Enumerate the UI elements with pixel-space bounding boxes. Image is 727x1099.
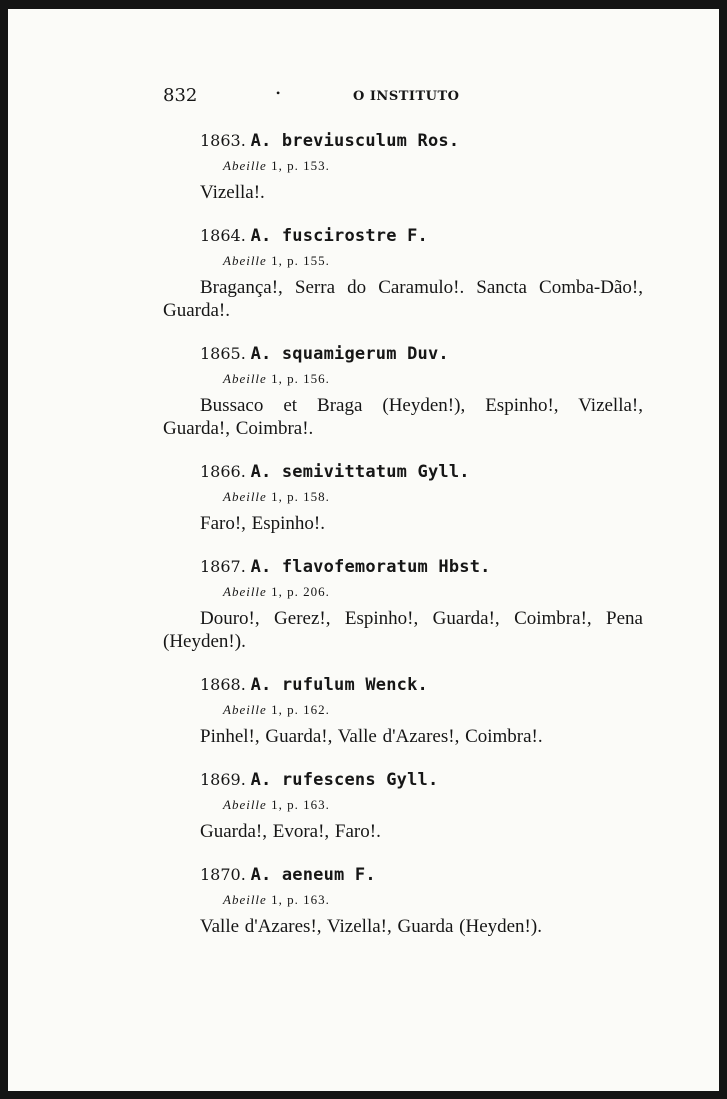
entry-number: 1863. — [200, 131, 246, 150]
reference-detail: 1, p. 158. — [271, 489, 330, 504]
reference-source: Abeille — [223, 158, 267, 173]
reference — [163, 581, 643, 603]
reference — [163, 889, 643, 911]
species-entry — [163, 766, 643, 843]
species-entry — [163, 458, 643, 535]
localities: Douro!, Gerez!, Espinho!, Guarda!, Coimbra!, Pena (Heyden!). — [163, 608, 643, 652]
species-name: A. squamigerum Duv. — [250, 344, 449, 364]
reference-source: Abeille — [223, 797, 267, 812]
reference-detail: 1, p. 162. — [271, 702, 330, 717]
book-page — [8, 9, 719, 1091]
entry-number: 1864. — [200, 226, 246, 245]
header-dot: • — [276, 86, 281, 100]
reference-source: Abeille — [223, 702, 267, 717]
localities: Vizella!. — [200, 182, 265, 203]
species-name: A. rufulum Wenck. — [250, 675, 428, 695]
localities: Guarda!, Evora!, Faro!. — [200, 821, 381, 842]
entry-heading — [163, 127, 643, 155]
reference-source: Abeille — [223, 371, 267, 386]
entry-number: 1868. — [200, 675, 246, 694]
entry-heading — [163, 222, 643, 250]
species-name: A. flavofemoratum Hbst. — [250, 557, 491, 577]
entry-heading — [163, 861, 643, 889]
reference — [163, 250, 643, 272]
entry-heading — [163, 671, 643, 699]
species-name: A. rufescens Gyll. — [250, 770, 439, 790]
species-entry — [163, 671, 643, 748]
reference-source: Abeille — [223, 892, 267, 907]
species-name: A. aeneum F. — [250, 865, 376, 885]
entry-number: 1870. — [200, 865, 246, 884]
entry-number: 1869. — [200, 770, 246, 789]
reference — [163, 368, 643, 390]
localities: Faro!, Espinho!. — [200, 513, 326, 534]
running-title: O INSTITUTO — [353, 89, 460, 104]
species-entry — [163, 553, 643, 653]
reference-source: Abeille — [223, 253, 267, 268]
species-list — [163, 127, 643, 956]
reference — [163, 699, 643, 721]
localities: Bussaco et Braga (Heyden!), Espinho!, Vizella!, Guarda!, Coimbra!. — [163, 395, 643, 439]
localities: Pinhel!, Guarda!, Valle d'Azares!, Coimbra!. — [200, 726, 543, 747]
reference-detail: 1, p. 163. — [271, 797, 330, 812]
reference — [163, 486, 643, 508]
entry-number: 1865. — [200, 344, 246, 363]
reference-detail: 1, p. 206. — [271, 584, 330, 599]
reference — [163, 155, 643, 177]
entry-heading — [163, 553, 643, 581]
species-entry — [163, 340, 643, 440]
entry-number: 1867. — [200, 557, 246, 576]
reference-detail: 1, p. 156. — [271, 371, 330, 386]
species-entry — [163, 222, 643, 322]
reference — [163, 794, 643, 816]
reference-source: Abeille — [223, 584, 267, 599]
species-entry — [163, 127, 643, 204]
reference-detail: 1, p. 153. — [271, 158, 330, 173]
species-name: A. breviusculum Ros. — [250, 131, 460, 151]
entry-heading — [163, 766, 643, 794]
localities: Bragança!, Serra do Caramulo!. Sancta Comba-Dão!, Guarda!. — [163, 277, 643, 321]
reference-detail: 1, p. 155. — [271, 253, 330, 268]
entry-heading — [163, 458, 643, 486]
species-name: A. fuscirostre F. — [250, 226, 428, 246]
species-entry — [163, 861, 643, 938]
reference-source: Abeille — [223, 489, 267, 504]
localities: Valle d'Azares!, Vizella!, Guarda (Heyden!). — [200, 916, 542, 937]
species-name: A. semivittatum Gyll. — [250, 462, 470, 482]
entry-number: 1866. — [200, 462, 246, 481]
page-number: 832 — [163, 85, 198, 106]
entry-heading — [163, 340, 643, 368]
reference-detail: 1, p. 163. — [271, 892, 330, 907]
